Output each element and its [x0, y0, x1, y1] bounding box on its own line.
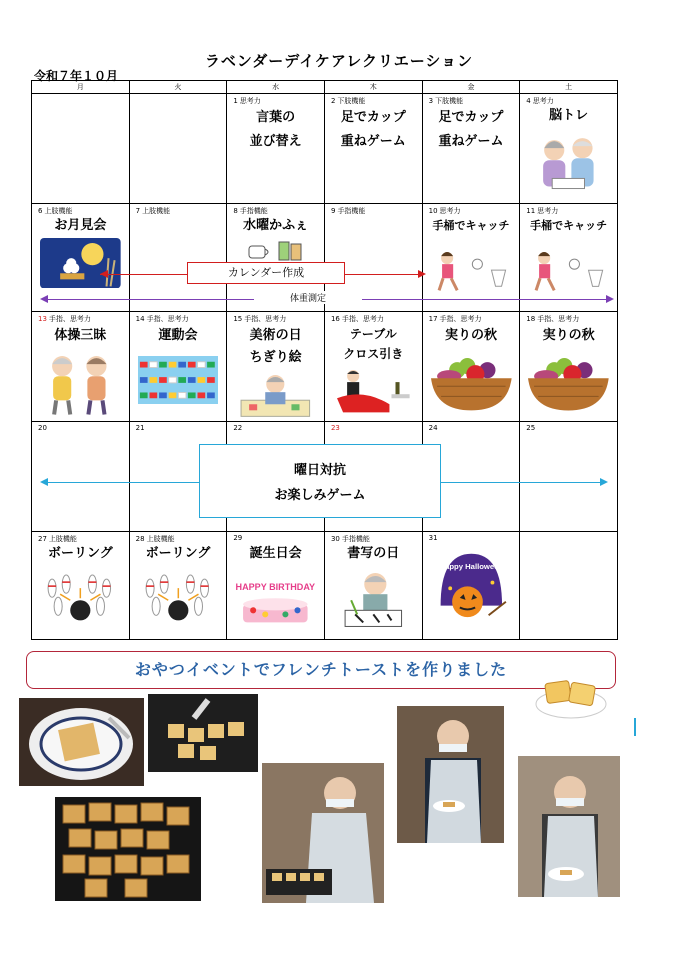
day-cell — [227, 312, 325, 422]
day-cell — [32, 422, 130, 532]
day-tag: 手指、思考力 — [48, 315, 91, 323]
weigh-arrow-right — [362, 299, 608, 300]
day-number: 3 — [428, 97, 434, 105]
bowling-icon — [138, 570, 219, 630]
weekday-header: 土 — [520, 81, 618, 94]
photo-man-plate-2 — [518, 756, 620, 897]
day-number: 27 — [38, 535, 47, 543]
event-line-1: 書写の日 — [347, 546, 400, 561]
day-number: 21 — [135, 424, 145, 432]
day-number: 7 — [135, 207, 141, 215]
day-number: 24 — [428, 424, 438, 432]
day-number: 2 — [330, 97, 336, 105]
event-line-2: 重ねゲーム — [340, 134, 406, 149]
day-cell — [129, 94, 227, 204]
event-line-1: 言葉の — [256, 110, 296, 125]
day-number: 14 — [135, 315, 145, 323]
day-number: 18 — [526, 315, 536, 323]
event-line-1: 水曜かふぇ — [243, 218, 309, 233]
coffee-cups-icon — [245, 240, 305, 262]
day-cell — [324, 532, 422, 640]
day-tag: 手指、思考力 — [439, 315, 482, 323]
day-cell — [520, 422, 618, 532]
event-line-1: 誕生日会 — [249, 546, 302, 561]
calendar-arrowhead-right — [418, 270, 426, 278]
day-tag: 手指機能 — [337, 207, 366, 215]
day-number: 28 — [135, 535, 145, 543]
contest-line-2: お楽しみゲーム — [274, 488, 366, 503]
day-number: 31 — [428, 534, 438, 542]
day-number: 13 — [38, 315, 47, 323]
photo-man-griddle — [262, 763, 384, 903]
event-line-1: 運動会 — [158, 328, 198, 343]
event-line-1: 足でカップ — [340, 110, 406, 125]
event-line-1: 美術の日 — [249, 328, 302, 343]
day-number: 1 — [233, 97, 238, 105]
exercise-couple-illustration — [40, 350, 121, 417]
day-cell — [129, 312, 227, 422]
day-tag: 手指機能 — [239, 207, 268, 215]
day-tag: 思考力 — [537, 207, 559, 215]
weekday-header: 金 — [422, 81, 520, 94]
event-line-2: 並び替え — [249, 134, 302, 149]
day-cell — [520, 532, 618, 640]
day-tag: 手指機能 — [341, 535, 370, 543]
weekday-header: 木 — [324, 81, 422, 94]
day-number: 22 — [233, 424, 243, 432]
french-toast-icon — [534, 668, 608, 720]
harvest-basket-illustration — [524, 352, 613, 412]
day-tag: 思考力 — [239, 97, 261, 105]
day-tag: 上肢機能 — [142, 207, 171, 215]
day-cell — [520, 312, 618, 422]
event-line-1: 足でカップ — [438, 110, 504, 125]
day-number: 10 — [428, 207, 438, 215]
calendar-arrowhead-left — [100, 270, 108, 278]
halloween-text: Happy Halloween — [439, 562, 503, 572]
day-cell — [520, 204, 618, 312]
halloween-illustration — [431, 548, 512, 629]
day-number: 6 — [38, 207, 43, 215]
page-title: ラベンダーデイケアレクリエーション — [204, 52, 474, 70]
day-number: 16 — [330, 315, 340, 323]
day-tag: 手指、思考力 — [341, 315, 384, 323]
event-line-1: テーブル — [349, 327, 397, 341]
calendar-arrow-right — [344, 274, 420, 275]
photo-cooked-toast — [55, 797, 201, 901]
week4-arrow-left — [44, 482, 199, 483]
moon-viewing-illustration — [40, 238, 121, 288]
day-tag: 思考力 — [439, 207, 461, 215]
day-cell — [422, 532, 520, 640]
event-line-2: ちぎり絵 — [249, 350, 302, 365]
weekday-header-row — [32, 81, 618, 94]
calendar-arrow-left — [100, 274, 188, 275]
day-number: 20 — [38, 424, 47, 432]
day-number: 23 — [330, 424, 340, 432]
day-number: 15 — [233, 315, 243, 323]
day-cell — [227, 94, 325, 204]
calendar-making-label: カレンダー作成 — [187, 262, 345, 284]
day-tag: 下肢機能 — [337, 97, 366, 105]
weekday-header: 月 — [32, 81, 130, 94]
event-line-1: 体操三昧 — [54, 328, 107, 343]
day-cell — [422, 94, 520, 204]
day-cell — [129, 532, 227, 640]
day-number: 29 — [233, 534, 243, 542]
day-number: 17 — [428, 315, 438, 323]
photo-man-plate — [397, 706, 504, 843]
event-line-1: 手桶でキャッチ — [530, 219, 608, 232]
day-cell — [520, 94, 618, 204]
weigh-label: 体重測定 — [258, 291, 358, 304]
flags-illustration — [138, 356, 219, 404]
event-line-2: 重ねゲーム — [438, 134, 504, 149]
day-cell — [324, 312, 422, 422]
event-line-1: ボーリング — [145, 546, 211, 561]
week4-arrow-right — [440, 482, 602, 483]
calendar-table — [31, 80, 618, 640]
calligraphy-illustration — [333, 570, 414, 630]
contest-line-1: 曜日対抗 — [293, 463, 346, 478]
day-tag: 思考力 — [532, 97, 554, 105]
day-tag: 手指、思考力 — [146, 315, 189, 323]
weigh-arrow-left — [44, 299, 254, 300]
event-line-2: クロス引き — [343, 347, 404, 361]
day-tag: 手指、思考力 — [244, 315, 287, 323]
week4-arrowhead-right — [600, 478, 608, 486]
day-cell — [32, 312, 130, 422]
bucket-catch-illustration — [431, 248, 512, 292]
day-cell — [324, 94, 422, 204]
event-line-1: 実りの秋 — [444, 328, 497, 343]
weekday-header: 水 — [227, 81, 325, 94]
day-number: 9 — [330, 207, 336, 215]
event-line-1: ボーリング — [47, 546, 113, 561]
week4-arrowhead-left — [40, 478, 48, 486]
photo-griddle-toast — [148, 694, 258, 772]
birthday-text: HAPPY BIRTHDAY — [235, 582, 316, 593]
text-cursor — [634, 718, 636, 736]
tablecloth-trick-illustration — [333, 368, 414, 416]
day-cell — [422, 312, 520, 422]
week-row — [32, 94, 618, 204]
bowling-icon — [40, 570, 121, 630]
day-number: 4 — [526, 97, 531, 105]
weekday-header: 火 — [129, 81, 227, 94]
weekday-contest-box — [199, 444, 441, 518]
photo-plate-toast — [19, 698, 144, 786]
day-tag: 上肢機能 — [48, 535, 77, 543]
harvest-basket-illustration — [427, 352, 516, 412]
birthday-cake-illustration — [235, 570, 316, 630]
day-number: 25 — [526, 424, 536, 432]
elderly-couple-illustration — [528, 128, 609, 199]
event-line-1: 脳トレ — [549, 108, 589, 123]
day-cell — [422, 204, 520, 312]
day-number: 8 — [233, 207, 238, 215]
day-tag: 上肢機能 — [44, 207, 73, 215]
day-number: 11 — [526, 207, 536, 215]
day-cell — [227, 532, 325, 640]
day-cell — [32, 94, 130, 204]
day-tag: 下肢機能 — [435, 97, 464, 105]
torn-paper-art-illustration — [235, 372, 316, 418]
week-row — [32, 312, 618, 422]
bucket-catch-illustration — [528, 248, 609, 292]
day-tag: 手指、思考力 — [537, 315, 580, 323]
event-line-1: 手桶でキャッチ — [432, 219, 510, 232]
event-line-1: 実りの秋 — [542, 328, 595, 343]
day-number: 30 — [330, 535, 340, 543]
day-cell — [32, 532, 130, 640]
day-cell — [129, 204, 227, 312]
weigh-arrowhead-left — [40, 295, 48, 303]
weigh-arrowhead-right — [606, 295, 614, 303]
day-tag: 上肢機能 — [146, 535, 175, 543]
event-line-1: お月見会 — [54, 218, 107, 233]
week-row — [32, 532, 618, 640]
month-label: 令和７年１０月 — [34, 69, 119, 83]
event-banner: おやつイベントでフレンチトーストを作りました — [26, 651, 616, 689]
